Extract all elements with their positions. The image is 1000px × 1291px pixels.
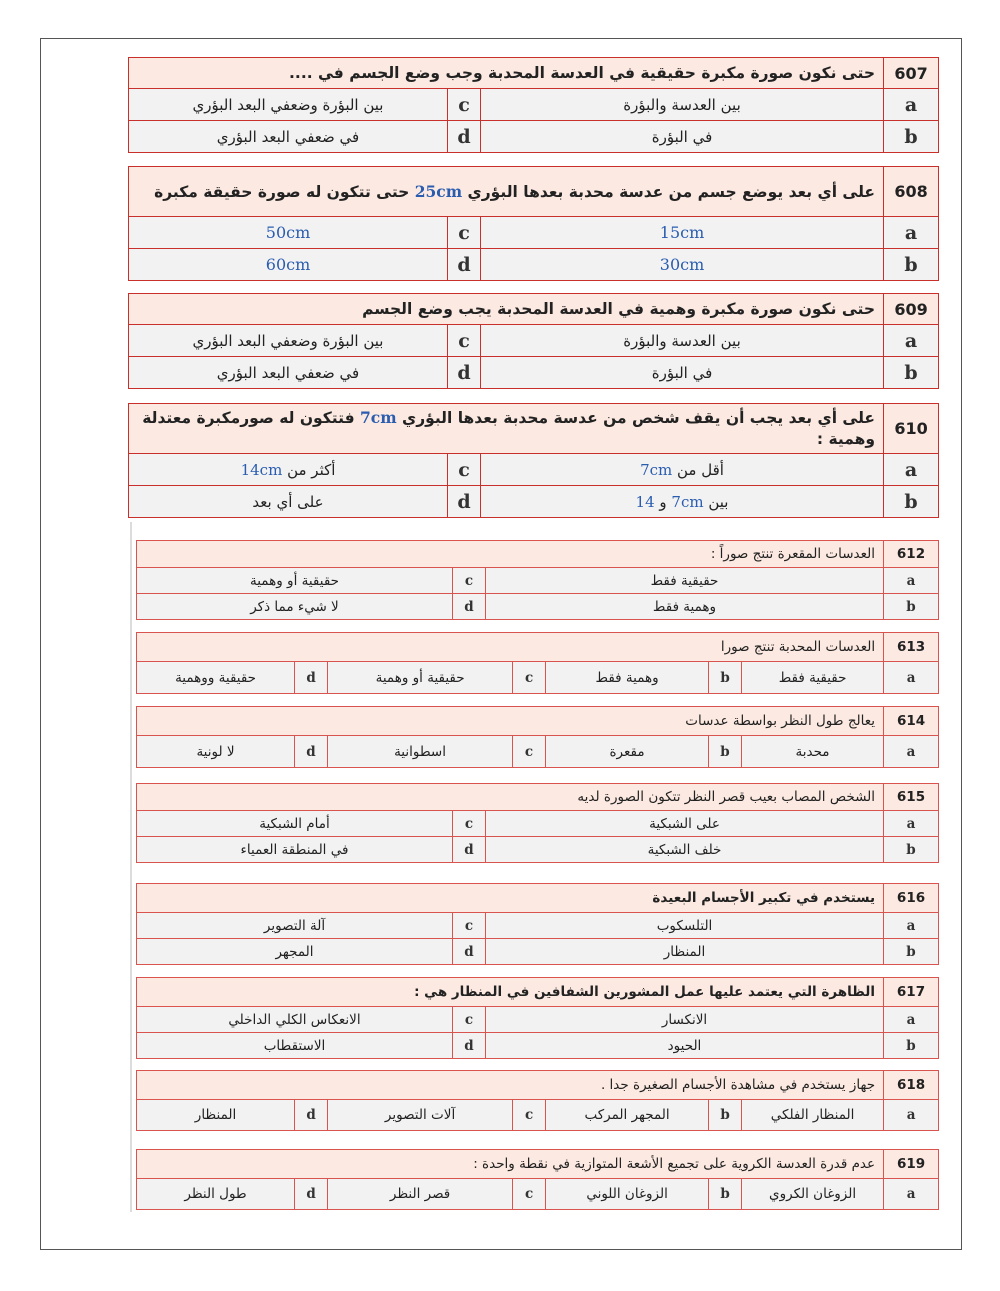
option-a-label: a — [884, 913, 939, 939]
question-608 — [128, 166, 939, 281]
option-d-label: d — [453, 837, 486, 863]
option-d-label: d — [295, 1179, 328, 1210]
option-d[interactable]: على أي بعد — [129, 486, 448, 518]
option-a[interactable]: التلسكوب — [486, 913, 884, 939]
option-a[interactable]: الانكسار — [486, 1007, 884, 1033]
question-618 — [136, 1070, 939, 1131]
question-number: 613 — [884, 633, 939, 662]
question-number: 614 — [884, 707, 939, 736]
option-d-label: d — [295, 1100, 328, 1131]
option-b-label: b — [709, 1179, 742, 1210]
focal-length-value: 7cm — [359, 408, 397, 427]
option-c[interactable]: آلة التصوير — [137, 913, 453, 939]
option-c[interactable]: بين البؤرة وضعفي البعد البؤري — [129, 89, 448, 121]
option-c[interactable] — [129, 454, 448, 486]
option-b-label: b — [884, 357, 939, 389]
option-a[interactable]: بين العدسة والبؤرة — [481, 325, 884, 357]
option-c-label: c — [513, 662, 546, 694]
option-a-label: a — [884, 1179, 939, 1210]
option-b-text: و — [654, 492, 672, 511]
option-c[interactable]: أمام الشبكية — [137, 811, 453, 837]
option-d-label: d — [453, 1033, 486, 1059]
option-b-label: b — [884, 1033, 939, 1059]
question-text: عدم قدرة العدسة الكروية على تجميع الأشعة المتوازية في نقطة واحدة : — [137, 1150, 884, 1179]
question-text: حتى نكون صورة مكبرة وهمية في العدسة المحدبة يجب وضع الجسم — [129, 294, 884, 325]
question-number: 618 — [884, 1071, 939, 1100]
option-c[interactable]: الانعكاس الكلي الداخلي — [137, 1007, 453, 1033]
option-c-value: 14cm — [240, 460, 283, 479]
question-text: حتى نكون صورة مكبرة حقيقية في العدسة المحدبة وجب وضع الجسم في .... — [129, 58, 884, 89]
question-607 — [128, 57, 939, 153]
option-b-label: b — [884, 486, 939, 518]
option-c[interactable]: قصر النظر — [328, 1179, 513, 1210]
option-b-label: b — [709, 736, 742, 768]
question-number: 609 — [884, 294, 939, 325]
option-b-label: b — [884, 594, 939, 620]
question-text-part: على أي بعد يجب أن يقف شخص من عدسة محدبة بعدها البؤري — [396, 409, 876, 427]
left-edge-shadow — [130, 522, 132, 1212]
option-d[interactable]: المجهر — [137, 939, 453, 965]
option-b-value: 7cm — [671, 492, 704, 511]
option-b-label: b — [884, 837, 939, 863]
option-d[interactable]: حقيقية ووهمية — [137, 662, 295, 694]
option-b[interactable]: في البؤرة — [481, 121, 884, 153]
option-d[interactable]: لا لونية — [137, 736, 295, 768]
question-number: 608 — [884, 167, 939, 217]
option-c[interactable]: اسطوانية — [328, 736, 513, 768]
question-616 — [136, 883, 939, 965]
question-615 — [136, 783, 939, 863]
question-text: يستخدم في تكبير الأجسام البعيدة — [137, 884, 884, 913]
option-d-label: d — [448, 486, 481, 518]
question-text: العدسات المقعرة تنتج صوراً : — [137, 541, 884, 568]
question-number: 615 — [884, 784, 939, 811]
option-a-label: a — [884, 325, 939, 357]
focal-length-value: 25cm — [414, 181, 463, 201]
option-d-label: d — [448, 249, 481, 281]
option-c[interactable]: حقيقية أو وهمية — [328, 662, 513, 694]
option-c-label: c — [513, 1100, 546, 1131]
option-a-label: a — [884, 811, 939, 837]
option-a-label: a — [884, 662, 939, 694]
option-b[interactable]: المنظار — [486, 939, 884, 965]
option-b-label: b — [884, 249, 939, 281]
option-b[interactable]: الحيود — [486, 1033, 884, 1059]
question-text: الظاهرة التي يعتمد عليها عمل المشورين الشفافين في المنظار هي : — [137, 978, 884, 1007]
question-number: 612 — [884, 541, 939, 568]
option-a[interactable]: محدبة — [742, 736, 884, 768]
option-b[interactable]: الزوغان اللوني — [546, 1179, 709, 1210]
option-a[interactable]: حقيقية فقط — [486, 568, 884, 594]
option-a-label: a — [884, 568, 939, 594]
option-a-label: a — [884, 1007, 939, 1033]
option-b-label: b — [884, 121, 939, 153]
option-d[interactable]: في ضعفي البعد البؤري — [129, 357, 448, 389]
option-a-label: a — [884, 1100, 939, 1131]
option-a-label: a — [884, 89, 939, 121]
option-b-text: بين — [703, 492, 729, 511]
option-d[interactable]: 60cm — [129, 249, 448, 281]
option-a[interactable]: الزوغان الكروي — [742, 1179, 884, 1210]
option-c-label: c — [453, 1007, 486, 1033]
option-d[interactable]: في المنطقة العمياء — [137, 837, 453, 863]
option-c-label: c — [448, 217, 481, 249]
option-b[interactable]: المجهر المركب — [546, 1100, 709, 1131]
question-number: 616 — [884, 884, 939, 913]
option-c[interactable]: 50cm — [129, 217, 448, 249]
option-b[interactable]: 30cm — [481, 249, 884, 281]
question-text-part: فتتكون له صورمكبرة معتدلة وهمية : — [142, 409, 876, 448]
option-c-label: c — [448, 325, 481, 357]
option-c-label: c — [453, 568, 486, 594]
option-d[interactable]: لا شيء مما ذكر — [137, 594, 453, 620]
option-d-label: d — [295, 736, 328, 768]
option-d[interactable]: طول النظر — [137, 1179, 295, 1210]
option-c[interactable]: بين البؤرة وضعفي البعد البؤري — [129, 325, 448, 357]
option-d-label: d — [448, 357, 481, 389]
option-a-label: a — [884, 217, 939, 249]
option-b[interactable]: في البؤرة — [481, 357, 884, 389]
option-a[interactable]: المنظار الفلكي — [742, 1100, 884, 1131]
question-617 — [136, 977, 939, 1059]
question-text: العدسات المحدبة تنتج صورا — [137, 633, 884, 662]
option-d-label: d — [453, 594, 486, 620]
option-c[interactable]: آلات التصوير — [328, 1100, 513, 1131]
option-a-value: 7cm — [640, 460, 673, 479]
question-612 — [136, 540, 939, 620]
question-609 — [128, 293, 939, 389]
option-b[interactable]: وهمية فقط — [546, 662, 709, 694]
option-c-label: c — [513, 1179, 546, 1210]
option-b-label: b — [709, 662, 742, 694]
option-c-label: c — [453, 811, 486, 837]
option-c-text: أكثر من — [282, 460, 336, 479]
question-613 — [136, 632, 939, 694]
question-number: 610 — [884, 404, 939, 454]
option-a[interactable]: 15cm — [481, 217, 884, 249]
question-text-part: على أي بعد يوضع جسم من عدسة محدبة بعدها البؤري — [462, 182, 876, 201]
option-c-label: c — [453, 913, 486, 939]
option-a[interactable]: على الشبكية — [486, 811, 884, 837]
option-a-label: a — [884, 454, 939, 486]
question-610 — [128, 403, 939, 518]
question-619 — [136, 1149, 939, 1210]
option-a-label: a — [884, 736, 939, 768]
question-614 — [136, 706, 939, 768]
option-c-label: c — [448, 89, 481, 121]
option-b[interactable] — [481, 486, 884, 518]
question-text: الشخص المصاب بعيب قصر النظر تتكون الصورة لديه — [137, 784, 884, 811]
question-text: جهاز يستخدم في مشاهدة الأجسام الصغيرة جدا . — [137, 1071, 884, 1100]
question-number: 619 — [884, 1150, 939, 1179]
option-b[interactable]: خلف الشبكية — [486, 837, 884, 863]
option-d[interactable]: الاستقطاب — [137, 1033, 453, 1059]
question-text: يعالج طول النظر بواسطة عدسات — [137, 707, 884, 736]
option-a[interactable]: حقيقية فقط — [742, 662, 884, 694]
option-c-label: c — [513, 736, 546, 768]
option-b-label: b — [884, 939, 939, 965]
option-b[interactable]: مقعرة — [546, 736, 709, 768]
question-text — [129, 167, 884, 217]
option-a[interactable]: بين العدسة والبؤرة — [481, 89, 884, 121]
question-text — [129, 404, 884, 454]
question-number: 607 — [884, 58, 939, 89]
option-b-value: 14 — [635, 492, 655, 511]
option-b-label: b — [709, 1100, 742, 1131]
option-c[interactable]: حقيقية أو وهمية — [137, 568, 453, 594]
question-number: 617 — [884, 978, 939, 1007]
option-d-label: d — [448, 121, 481, 153]
option-c-label: c — [448, 454, 481, 486]
option-a[interactable] — [481, 454, 884, 486]
question-text-part: حتى تتكون له صورة حقيقة مكبرة — [154, 182, 415, 201]
option-a-text: أقل من — [672, 460, 724, 479]
option-d-label: d — [295, 662, 328, 694]
option-b[interactable]: وهمية فقط — [486, 594, 884, 620]
option-d-label: d — [453, 939, 486, 965]
option-d[interactable]: في ضعفي البعد البؤري — [129, 121, 448, 153]
option-d[interactable]: المنظار — [137, 1100, 295, 1131]
